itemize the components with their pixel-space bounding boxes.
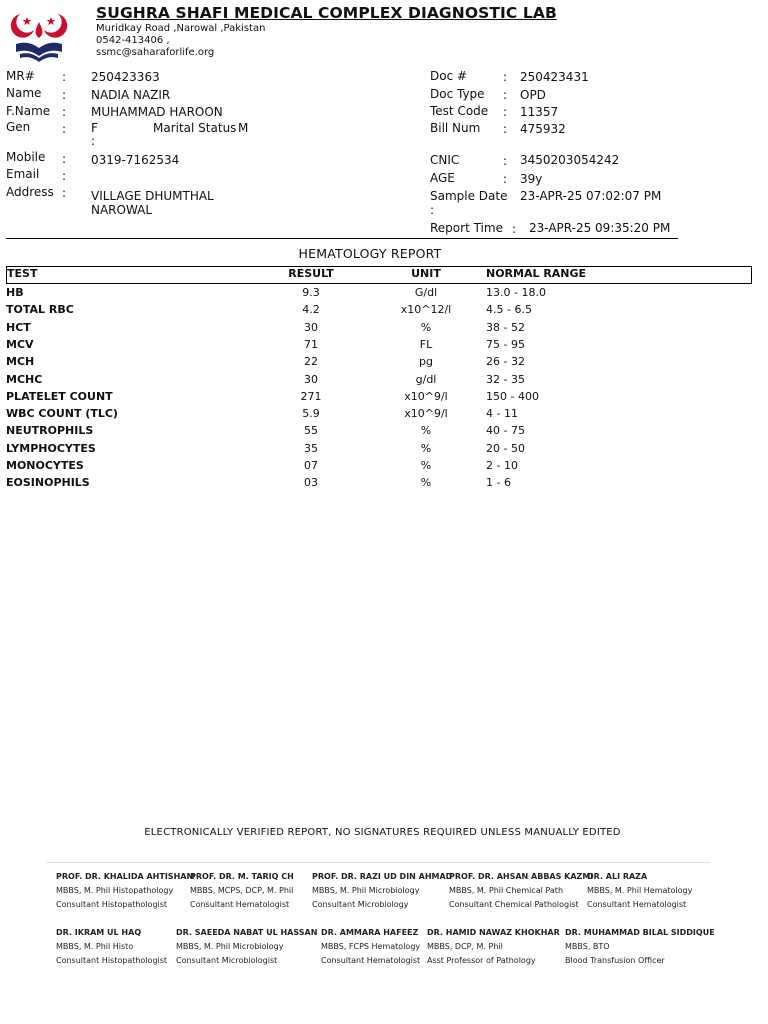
table-row (0, 373, 768, 390)
colon: : (430, 203, 435, 217)
doctor-qualification: MBBS, M. Phil Chemical Path (449, 886, 564, 895)
doctor-card (190, 870, 294, 912)
doctor-role: Consultant Hematologist (190, 900, 290, 909)
unit-cell: % (420, 476, 432, 490)
test-name-cell: EOSINOPHILS (6, 476, 90, 490)
doctor-role: Consultant Histopathologist (56, 900, 168, 909)
doctor-role: Consultant Microbiologist (176, 956, 278, 965)
gen-label: Gen (6, 120, 31, 134)
colon: : (91, 134, 96, 148)
colon: : (503, 122, 508, 136)
doctor-name: DR. MUHAMMAD BILAL SIDDIQUE (565, 928, 715, 937)
result-cell: 07 (304, 459, 318, 472)
result-cell: 4.2 (302, 303, 320, 317)
reporttime-label: Report Time (430, 221, 503, 235)
doctor-qualification: MBBS, FCPS Hematology (321, 942, 421, 951)
age-value: 39y (520, 172, 543, 186)
unit-cell: % (420, 459, 432, 472)
unit-cell: x10^12/l (400, 303, 452, 317)
colon: : (503, 172, 508, 186)
doctor-qualification: MBBS, MCPS, DCP, M. Phil (190, 886, 294, 895)
test-name-cell: HCT (6, 320, 31, 334)
report-title: HEMATOLOGY REPORT (298, 246, 442, 261)
marital-label: Marital Status (153, 121, 237, 135)
test-name-cell: MCV (6, 337, 34, 351)
doctor-card (587, 870, 692, 912)
doctor-card (427, 926, 560, 968)
fname-label: F.Name (6, 104, 51, 118)
unit-cell: G/dl (414, 286, 438, 299)
table-row (0, 476, 768, 493)
lab-address: Muridkay Road ,Narowal ,Pakistan (96, 23, 266, 34)
doctor-role: Consultant Hematologist (321, 956, 421, 965)
testcode-value: 11357 (520, 105, 559, 119)
test-name-cell: WBC COUNT (TLC) (6, 407, 118, 421)
col-unit-header: UNIT (411, 267, 441, 280)
sampledate-value: 23-APR-25 07:02:07 PM (520, 189, 662, 203)
doctor-role: Asst Professor of Pathology (427, 956, 536, 965)
table-row (0, 390, 768, 407)
doctor-name: PROF. DR. RAZI UD DIN AHMAD (312, 872, 453, 881)
mobile-value: 0319-7162534 (91, 153, 180, 167)
left-crescent-icon (11, 14, 34, 38)
colon: : (512, 222, 517, 236)
normal-range-cell: 2 - 10 (486, 459, 518, 472)
normal-range-cell: 40 - 75 (486, 424, 525, 438)
doctype-label: Doc Type (430, 87, 485, 101)
normal-range-cell: 32 - 35 (486, 372, 525, 386)
unit-cell: % (420, 441, 432, 455)
unit-cell: % (420, 424, 432, 438)
unit-cell: x10^9/l (404, 407, 448, 421)
result-cell: 35 (304, 441, 318, 455)
result-cell: 30 (304, 320, 318, 334)
test-name-cell: MCH (6, 355, 35, 369)
colon: : (62, 88, 67, 102)
doctor-role: Consultant Hematologist (587, 900, 687, 909)
doctype-value: OPD (520, 88, 546, 102)
doctor-role: Consultant Histopathologist (56, 956, 168, 965)
mobile-label: Mobile (6, 150, 46, 164)
table-row (0, 338, 768, 355)
doctor-card (321, 926, 420, 968)
colon: : (62, 186, 67, 200)
normal-range-cell: 26 - 32 (486, 355, 525, 369)
table-row (0, 459, 768, 476)
result-cell: 22 (304, 355, 318, 369)
doctor-card (176, 926, 317, 968)
result-cell: 30 (304, 372, 318, 386)
reporttime-value: 23-APR-25 09:35:20 PM (529, 221, 671, 235)
normal-range-cell: 75 - 95 (486, 337, 525, 351)
address-line1: VILLAGE DHUMTHAL (91, 189, 214, 203)
doctor-name: PROF. DR. KHALIDA AHTISHAM (56, 872, 195, 881)
fname-value: MUHAMMAD HAROON (91, 105, 223, 119)
address-label: Address (6, 185, 54, 199)
cnic-value: 3450203054242 (520, 153, 620, 167)
doctor-qualification: MBBS, DCP, M. Phil (427, 942, 503, 951)
billnum-value: 475932 (520, 122, 566, 136)
test-name-cell: HB (6, 286, 24, 299)
email-label: Email (6, 167, 40, 181)
test-name-cell: PLATELET COUNT (6, 389, 113, 403)
col-test-header: TEST (7, 267, 38, 280)
doctor-name: DR. IKRAM UL HAQ (56, 928, 142, 937)
test-name-cell: NEUTROPHILS (6, 424, 94, 438)
lab-email: ssmc@saharaforlife.org (96, 47, 215, 58)
doctor-name: DR. AMMARA HAFEEZ (321, 928, 419, 937)
doc-label: Doc # (430, 69, 468, 83)
doctor-qualification: MBBS, M. Phil Microbiology (176, 942, 284, 951)
table-row (0, 355, 768, 372)
table-row (0, 303, 768, 320)
normal-range-cell: 1 - 6 (486, 476, 511, 490)
mr-label: MR# (6, 69, 35, 83)
colon: : (503, 88, 508, 102)
unit-cell: g/dl (415, 372, 437, 386)
result-cell: 271 (300, 389, 322, 403)
unit-cell: x10^9/l (404, 389, 448, 403)
normal-range-cell: 20 - 50 (486, 441, 525, 455)
doctor-name: DR. ALI RAZA (587, 872, 648, 881)
doctor-role: Blood Transfusion Officer (565, 956, 665, 965)
result-cell: 9.3 (302, 286, 320, 299)
header-divider (6, 238, 678, 239)
doctor-name: PROF. DR. AHSAN ABBAS KAZMI (449, 872, 594, 881)
doctor-qualification: MBBS, M. Phil Hematology (587, 886, 693, 895)
colon: : (62, 70, 67, 84)
doctor-qualification: MBBS, BTO (565, 942, 610, 951)
test-name-cell: MONOCYTES (6, 459, 84, 472)
normal-range-cell: 38 - 52 (486, 320, 525, 334)
unit-cell: % (420, 320, 432, 334)
table-row (0, 407, 768, 424)
table-row (0, 321, 768, 338)
name-label: Name (6, 86, 42, 100)
colon: : (62, 122, 67, 136)
normal-range-cell: 4 - 11 (486, 407, 518, 421)
sampledate-label: Sample Date (430, 189, 508, 203)
doctor-role: Consultant Chemical Pathologist (449, 900, 579, 909)
name-value: NADIA NAZIR (91, 88, 171, 102)
doctor-name: DR. SAEEDA NABAT UL HASSAN (176, 928, 318, 937)
unit-cell: FL (419, 337, 433, 351)
result-cell: 55 (304, 424, 318, 438)
billnum-label: Bill Num (430, 121, 481, 135)
table-row (0, 286, 768, 303)
doctor-card (565, 926, 715, 968)
lab-phone: 0542-413406 , (96, 35, 170, 46)
table-header-box (6, 266, 752, 284)
cnic-label: CNIC (430, 153, 460, 167)
table-row (0, 424, 768, 441)
doctor-name: DR. HAMID NAWAZ KHOKHAR (427, 928, 560, 937)
doctor-qualification: MBBS, M. Phil Microbiology (312, 886, 420, 895)
test-name-cell: LYMPHOCYTES (6, 441, 96, 455)
footer-divider (46, 862, 710, 863)
result-cell: 5.9 (302, 407, 320, 421)
normal-range-cell: 4.5 - 6.5 (486, 303, 532, 317)
lab-logo (10, 8, 68, 66)
doctor-card (449, 870, 593, 912)
colon: : (503, 70, 508, 84)
doc-value: 250423431 (520, 70, 589, 84)
normal-range-cell: 150 - 400 (486, 389, 539, 403)
gen-value: F (91, 121, 98, 135)
doctor-name: PROF. DR. M. TARIQ CH (190, 872, 294, 881)
marital-value: M (238, 121, 249, 135)
doctor-role: Consultant Microbiology (312, 900, 409, 909)
doctor-qualification: MBBS, M. Phil Histopathology (56, 886, 174, 895)
colon: : (62, 169, 67, 183)
table-row (0, 442, 768, 459)
col-result-header: RESULT (288, 267, 334, 280)
normal-range-cell: 13.0 - 18.0 (486, 286, 546, 299)
lab-name: SUGHRA SHAFI MEDICAL COMPLEX DIAGNOSTIC LAB (96, 4, 557, 22)
verification-note: ELECTRONICALLY VERIFIED REPORT, NO SIGNATURES REQUIRED UNLESS MANUALLY EDITED (144, 827, 621, 838)
colon: : (62, 105, 67, 119)
unit-cell: pg (419, 355, 433, 369)
colon: : (503, 154, 508, 168)
doctor-card (312, 870, 452, 912)
test-name-cell: TOTAL RBC (6, 303, 74, 317)
age-label: AGE (430, 171, 455, 185)
testcode-label: Test Code (430, 104, 489, 118)
colon: : (62, 152, 67, 166)
doctor-card (56, 870, 194, 912)
result-cell: 71 (304, 337, 318, 351)
address-line2: NAROWAL (91, 203, 153, 217)
test-name-cell: MCHC (6, 372, 43, 386)
doctor-card (56, 926, 167, 968)
col-range-header: NORMAL RANGE (486, 267, 587, 280)
colon: : (503, 105, 508, 119)
result-cell: 03 (304, 476, 318, 490)
mr-value: 250423363 (91, 70, 160, 84)
right-crescent-icon (44, 14, 67, 38)
doctor-qualification: MBBS, M. Phil Histo (56, 942, 134, 951)
